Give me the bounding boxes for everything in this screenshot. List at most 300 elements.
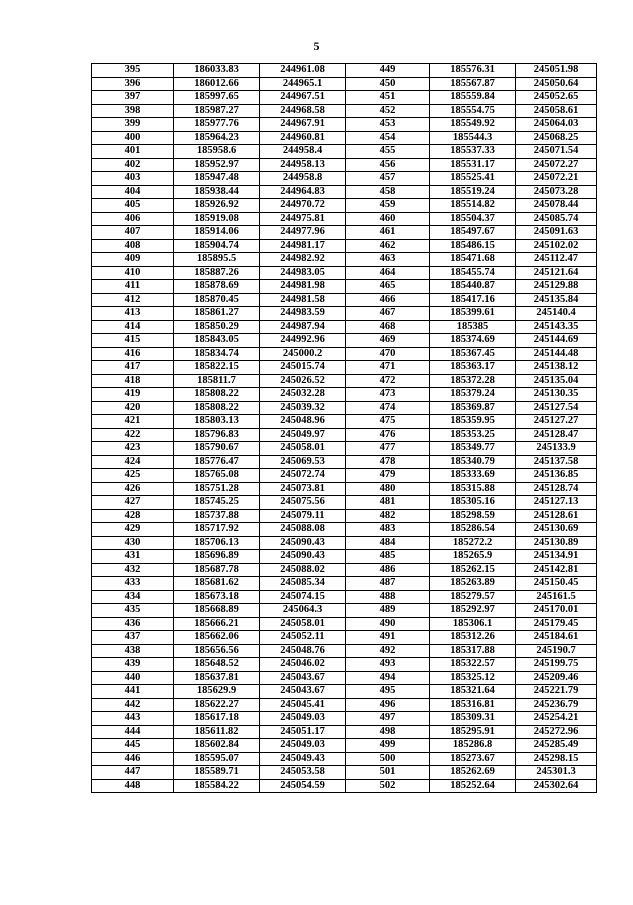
y-coordinate-cell: 244967.51 — [260, 91, 346, 105]
table-row — [92, 104, 597, 118]
x-coordinate-cell: 185584.22 — [174, 779, 260, 793]
table-row — [92, 226, 597, 240]
point-number-cell: 456 — [346, 158, 430, 172]
point-number-cell: 437 — [92, 631, 174, 645]
point-number-cell: 501 — [346, 766, 430, 780]
y-coordinate-cell: 245075.56 — [260, 496, 346, 510]
y-coordinate-cell: 245052.65 — [516, 91, 597, 105]
x-coordinate-cell: 185776.47 — [174, 455, 260, 469]
y-coordinate-cell: 245064.3 — [260, 604, 346, 618]
x-coordinate-cell: 185687.78 — [174, 563, 260, 577]
point-number-cell: 455 — [346, 145, 430, 159]
point-number-cell: 500 — [346, 752, 430, 766]
point-number-cell: 413 — [92, 307, 174, 321]
table-row — [92, 253, 597, 267]
x-coordinate-cell: 185589.71 — [174, 766, 260, 780]
y-coordinate-cell: 245043.67 — [260, 685, 346, 699]
y-coordinate-cell: 245130.35 — [516, 388, 597, 402]
point-number-cell: 479 — [346, 469, 430, 483]
y-coordinate-cell: 244983.05 — [260, 266, 346, 280]
point-number-cell: 491 — [346, 631, 430, 645]
y-coordinate-cell: 245130.69 — [516, 523, 597, 537]
point-number-cell: 439 — [92, 658, 174, 672]
point-number-cell: 450 — [346, 77, 430, 91]
x-coordinate-cell: 185834.74 — [174, 347, 260, 361]
x-coordinate-cell: 185531.17 — [430, 158, 516, 172]
x-coordinate-cell: 185374.69 — [430, 334, 516, 348]
table-row — [92, 64, 597, 78]
y-coordinate-cell: 245221.79 — [516, 685, 597, 699]
point-number-cell: 407 — [92, 226, 174, 240]
x-coordinate-cell: 186012.66 — [174, 77, 260, 91]
x-coordinate-cell: 185309.31 — [430, 712, 516, 726]
y-coordinate-cell: 245048.76 — [260, 644, 346, 658]
y-coordinate-cell: 244981.98 — [260, 280, 346, 294]
table-row — [92, 374, 597, 388]
y-coordinate-cell: 244992.96 — [260, 334, 346, 348]
point-number-cell: 447 — [92, 766, 174, 780]
y-coordinate-cell: 245049.97 — [260, 428, 346, 442]
point-number-cell: 429 — [92, 523, 174, 537]
x-coordinate-cell: 185272.2 — [430, 536, 516, 550]
page-number: 5 — [313, 39, 320, 53]
y-coordinate-cell: 245137.58 — [516, 455, 597, 469]
x-coordinate-cell: 185938.44 — [174, 185, 260, 199]
point-number-cell: 483 — [346, 523, 430, 537]
y-coordinate-cell: 245079.11 — [260, 509, 346, 523]
point-number-cell: 473 — [346, 388, 430, 402]
y-coordinate-cell: 244970.72 — [260, 199, 346, 213]
point-number-cell: 465 — [346, 280, 430, 294]
point-number-cell: 459 — [346, 199, 430, 213]
x-coordinate-cell: 185662.06 — [174, 631, 260, 645]
table-row — [92, 509, 597, 523]
x-coordinate-cell: 185895.5 — [174, 253, 260, 267]
y-coordinate-cell: 245085.34 — [260, 577, 346, 591]
y-coordinate-cell: 245073.28 — [516, 185, 597, 199]
y-coordinate-cell: 244958.13 — [260, 158, 346, 172]
point-number-cell: 474 — [346, 401, 430, 415]
point-number-cell: 428 — [92, 509, 174, 523]
y-coordinate-cell: 245179.45 — [516, 617, 597, 631]
y-coordinate-cell: 245000.2 — [260, 347, 346, 361]
table-row — [92, 617, 597, 631]
table-row — [92, 401, 597, 415]
y-coordinate-cell: 245032.28 — [260, 388, 346, 402]
point-number-cell: 469 — [346, 334, 430, 348]
point-number-cell: 477 — [346, 442, 430, 456]
x-coordinate-cell: 185822.15 — [174, 361, 260, 375]
x-coordinate-cell: 185611.82 — [174, 725, 260, 739]
x-coordinate-cell: 185964.23 — [174, 131, 260, 145]
y-coordinate-cell: 245135.04 — [516, 374, 597, 388]
y-coordinate-cell: 245199.75 — [516, 658, 597, 672]
y-coordinate-cell: 244977.96 — [260, 226, 346, 240]
point-number-cell: 482 — [346, 509, 430, 523]
point-number-cell: 442 — [92, 698, 174, 712]
table-row — [92, 320, 597, 334]
x-coordinate-cell: 185861.27 — [174, 307, 260, 321]
table-row — [92, 266, 597, 280]
y-coordinate-cell: 245058.01 — [260, 617, 346, 631]
y-coordinate-cell: 245015.74 — [260, 361, 346, 375]
y-coordinate-cell: 245301.3 — [516, 766, 597, 780]
table-row — [92, 644, 597, 658]
point-number-cell: 408 — [92, 239, 174, 253]
y-coordinate-cell: 245143.35 — [516, 320, 597, 334]
x-coordinate-cell: 185486.15 — [430, 239, 516, 253]
x-coordinate-cell: 185629.9 — [174, 685, 260, 699]
x-coordinate-cell: 185471.68 — [430, 253, 516, 267]
table-row — [92, 469, 597, 483]
point-number-cell: 425 — [92, 469, 174, 483]
x-coordinate-cell: 185803.13 — [174, 415, 260, 429]
x-coordinate-cell: 185263.89 — [430, 577, 516, 591]
point-number-cell: 458 — [346, 185, 430, 199]
x-coordinate-cell: 185369.87 — [430, 401, 516, 415]
y-coordinate-cell: 245053.58 — [260, 766, 346, 780]
y-coordinate-cell: 245046.02 — [260, 658, 346, 672]
y-coordinate-cell: 245128.47 — [516, 428, 597, 442]
point-number-cell: 421 — [92, 415, 174, 429]
point-number-cell: 423 — [92, 442, 174, 456]
x-coordinate-cell: 185292.97 — [430, 604, 516, 618]
x-coordinate-cell: 185559.84 — [430, 91, 516, 105]
x-coordinate-cell: 185305.16 — [430, 496, 516, 510]
x-coordinate-cell: 185265.9 — [430, 550, 516, 564]
x-coordinate-cell: 185878.69 — [174, 280, 260, 294]
x-coordinate-cell: 185333.69 — [430, 469, 516, 483]
y-coordinate-cell: 245112.47 — [516, 253, 597, 267]
y-coordinate-cell: 244960.81 — [260, 131, 346, 145]
point-number-cell: 449 — [346, 64, 430, 78]
point-number-cell: 398 — [92, 104, 174, 118]
y-coordinate-cell: 245298.15 — [516, 752, 597, 766]
x-coordinate-cell: 186033.83 — [174, 64, 260, 78]
point-number-cell: 424 — [92, 455, 174, 469]
point-number-cell: 463 — [346, 253, 430, 267]
table-row — [92, 752, 597, 766]
coordinates-table — [91, 63, 597, 793]
y-coordinate-cell: 245068.25 — [516, 131, 597, 145]
point-number-cell: 461 — [346, 226, 430, 240]
y-coordinate-cell: 245071.54 — [516, 145, 597, 159]
table-row — [92, 712, 597, 726]
x-coordinate-cell: 185696.89 — [174, 550, 260, 564]
table-row — [92, 725, 597, 739]
table-row — [92, 185, 597, 199]
table-row — [92, 631, 597, 645]
y-coordinate-cell: 245049.03 — [260, 739, 346, 753]
y-coordinate-cell: 245051.98 — [516, 64, 597, 78]
y-coordinate-cell: 244981.58 — [260, 293, 346, 307]
point-number-cell: 460 — [346, 212, 430, 226]
x-coordinate-cell: 185514.82 — [430, 199, 516, 213]
x-coordinate-cell: 185455.74 — [430, 266, 516, 280]
y-coordinate-cell: 245144.48 — [516, 347, 597, 361]
x-coordinate-cell: 185673.18 — [174, 590, 260, 604]
point-number-cell: 499 — [346, 739, 430, 753]
y-coordinate-cell: 245140.4 — [516, 307, 597, 321]
y-coordinate-cell: 244987.94 — [260, 320, 346, 334]
point-number-cell: 418 — [92, 374, 174, 388]
x-coordinate-cell: 185808.22 — [174, 401, 260, 415]
point-number-cell: 440 — [92, 671, 174, 685]
y-coordinate-cell: 245134.91 — [516, 550, 597, 564]
x-coordinate-cell: 185668.89 — [174, 604, 260, 618]
x-coordinate-cell: 185602.84 — [174, 739, 260, 753]
point-number-cell: 476 — [346, 428, 430, 442]
y-coordinate-cell: 244981.17 — [260, 239, 346, 253]
y-coordinate-cell: 245254.21 — [516, 712, 597, 726]
point-number-cell: 409 — [92, 253, 174, 267]
x-coordinate-cell: 185321.64 — [430, 685, 516, 699]
y-coordinate-cell: 245090.43 — [260, 536, 346, 550]
point-number-cell: 497 — [346, 712, 430, 726]
x-coordinate-cell: 185765.08 — [174, 469, 260, 483]
y-coordinate-cell: 245127.13 — [516, 496, 597, 510]
y-coordinate-cell: 244961.08 — [260, 64, 346, 78]
point-number-cell: 468 — [346, 320, 430, 334]
x-coordinate-cell: 185681.62 — [174, 577, 260, 591]
point-number-cell: 496 — [346, 698, 430, 712]
table-row — [92, 334, 597, 348]
y-coordinate-cell: 245190.7 — [516, 644, 597, 658]
point-number-cell: 396 — [92, 77, 174, 91]
table-row — [92, 658, 597, 672]
y-coordinate-cell: 245050.64 — [516, 77, 597, 91]
point-number-cell: 457 — [346, 172, 430, 186]
coordinates-table-body — [92, 64, 597, 793]
x-coordinate-cell: 185315.88 — [430, 482, 516, 496]
y-coordinate-cell: 244958.8 — [260, 172, 346, 186]
y-coordinate-cell: 245128.61 — [516, 509, 597, 523]
y-coordinate-cell: 245285.49 — [516, 739, 597, 753]
y-coordinate-cell: 245045.41 — [260, 698, 346, 712]
point-number-cell: 470 — [346, 347, 430, 361]
x-coordinate-cell: 185519.24 — [430, 185, 516, 199]
x-coordinate-cell: 185666.21 — [174, 617, 260, 631]
y-coordinate-cell: 245102.02 — [516, 239, 597, 253]
y-coordinate-cell: 245072.21 — [516, 172, 597, 186]
y-coordinate-cell: 245209.46 — [516, 671, 597, 685]
table-row — [92, 442, 597, 456]
point-number-cell: 397 — [92, 91, 174, 105]
point-number-cell: 405 — [92, 199, 174, 213]
point-number-cell: 401 — [92, 145, 174, 159]
x-coordinate-cell: 185997.65 — [174, 91, 260, 105]
x-coordinate-cell: 185367.45 — [430, 347, 516, 361]
y-coordinate-cell: 244975.81 — [260, 212, 346, 226]
point-number-cell: 441 — [92, 685, 174, 699]
y-coordinate-cell: 245026.52 — [260, 374, 346, 388]
y-coordinate-cell: 245142.81 — [516, 563, 597, 577]
x-coordinate-cell: 185316.81 — [430, 698, 516, 712]
y-coordinate-cell: 245078.44 — [516, 199, 597, 213]
table-row — [92, 212, 597, 226]
x-coordinate-cell: 185808.22 — [174, 388, 260, 402]
point-number-cell: 395 — [92, 64, 174, 78]
point-number-cell: 403 — [92, 172, 174, 186]
x-coordinate-cell: 185252.64 — [430, 779, 516, 793]
y-coordinate-cell: 245064.03 — [516, 118, 597, 132]
y-coordinate-cell: 245088.08 — [260, 523, 346, 537]
point-number-cell: 453 — [346, 118, 430, 132]
table-row — [92, 131, 597, 145]
y-coordinate-cell: 245184.61 — [516, 631, 597, 645]
table-row — [92, 307, 597, 321]
x-coordinate-cell: 185751.28 — [174, 482, 260, 496]
x-coordinate-cell: 185622.27 — [174, 698, 260, 712]
y-coordinate-cell: 245088.02 — [260, 563, 346, 577]
x-coordinate-cell: 185745.25 — [174, 496, 260, 510]
table-row — [92, 280, 597, 294]
x-coordinate-cell: 185850.29 — [174, 320, 260, 334]
point-number-cell: 487 — [346, 577, 430, 591]
table-row — [92, 172, 597, 186]
x-coordinate-cell: 185279.57 — [430, 590, 516, 604]
y-coordinate-cell: 245072.27 — [516, 158, 597, 172]
point-number-cell: 420 — [92, 401, 174, 415]
point-number-cell: 451 — [346, 91, 430, 105]
x-coordinate-cell: 185363.17 — [430, 361, 516, 375]
x-coordinate-cell: 185298.59 — [430, 509, 516, 523]
x-coordinate-cell: 185549.92 — [430, 118, 516, 132]
point-number-cell: 489 — [346, 604, 430, 618]
point-number-cell: 426 — [92, 482, 174, 496]
point-number-cell: 417 — [92, 361, 174, 375]
point-number-cell: 466 — [346, 293, 430, 307]
point-number-cell: 472 — [346, 374, 430, 388]
x-coordinate-cell: 185958.6 — [174, 145, 260, 159]
y-coordinate-cell: 245049.03 — [260, 712, 346, 726]
y-coordinate-cell: 245039.32 — [260, 401, 346, 415]
y-coordinate-cell: 245091.63 — [516, 226, 597, 240]
table-row — [92, 523, 597, 537]
y-coordinate-cell: 244964.83 — [260, 185, 346, 199]
point-number-cell: 434 — [92, 590, 174, 604]
x-coordinate-cell: 185977.76 — [174, 118, 260, 132]
point-number-cell: 486 — [346, 563, 430, 577]
y-coordinate-cell: 245127.54 — [516, 401, 597, 415]
point-number-cell: 475 — [346, 415, 430, 429]
x-coordinate-cell: 185262.69 — [430, 766, 516, 780]
y-coordinate-cell: 245049.43 — [260, 752, 346, 766]
table-row — [92, 91, 597, 105]
y-coordinate-cell: 245085.74 — [516, 212, 597, 226]
point-number-cell: 412 — [92, 293, 174, 307]
point-number-cell: 431 — [92, 550, 174, 564]
x-coordinate-cell: 185567.87 — [430, 77, 516, 91]
x-coordinate-cell: 185262.15 — [430, 563, 516, 577]
point-number-cell: 462 — [346, 239, 430, 253]
x-coordinate-cell: 185843.05 — [174, 334, 260, 348]
point-number-cell: 502 — [346, 779, 430, 793]
y-coordinate-cell: 245069.53 — [260, 455, 346, 469]
x-coordinate-cell: 185576.31 — [430, 64, 516, 78]
x-coordinate-cell: 185340.79 — [430, 455, 516, 469]
point-number-cell: 446 — [92, 752, 174, 766]
x-coordinate-cell: 185399.61 — [430, 307, 516, 321]
point-number-cell: 427 — [92, 496, 174, 510]
x-coordinate-cell: 185372.28 — [430, 374, 516, 388]
x-coordinate-cell: 185717.92 — [174, 523, 260, 537]
point-number-cell: 411 — [92, 280, 174, 294]
y-coordinate-cell: 245052.11 — [260, 631, 346, 645]
x-coordinate-cell: 185322.57 — [430, 658, 516, 672]
x-coordinate-cell: 185317.88 — [430, 644, 516, 658]
point-number-cell: 416 — [92, 347, 174, 361]
y-coordinate-cell: 245236.79 — [516, 698, 597, 712]
x-coordinate-cell: 185417.16 — [430, 293, 516, 307]
point-number-cell: 445 — [92, 739, 174, 753]
x-coordinate-cell: 185312.26 — [430, 631, 516, 645]
y-coordinate-cell: 244958.4 — [260, 145, 346, 159]
x-coordinate-cell: 185648.52 — [174, 658, 260, 672]
y-coordinate-cell: 245074.15 — [260, 590, 346, 604]
y-coordinate-cell: 245272.96 — [516, 725, 597, 739]
point-number-cell: 454 — [346, 131, 430, 145]
x-coordinate-cell: 185637.81 — [174, 671, 260, 685]
table-row — [92, 482, 597, 496]
point-number-cell: 464 — [346, 266, 430, 280]
x-coordinate-cell: 185273.67 — [430, 752, 516, 766]
point-number-cell: 493 — [346, 658, 430, 672]
point-number-cell: 495 — [346, 685, 430, 699]
point-number-cell: 436 — [92, 617, 174, 631]
x-coordinate-cell: 185914.06 — [174, 226, 260, 240]
point-number-cell: 433 — [92, 577, 174, 591]
point-number-cell: 419 — [92, 388, 174, 402]
y-coordinate-cell: 245170.01 — [516, 604, 597, 618]
y-coordinate-cell: 245150.45 — [516, 577, 597, 591]
table-row — [92, 536, 597, 550]
y-coordinate-cell: 244967.91 — [260, 118, 346, 132]
table-row — [92, 496, 597, 510]
table-row — [92, 455, 597, 469]
point-number-cell: 415 — [92, 334, 174, 348]
x-coordinate-cell: 185796.83 — [174, 428, 260, 442]
table-row — [92, 563, 597, 577]
y-coordinate-cell: 245127.27 — [516, 415, 597, 429]
table-row — [92, 604, 597, 618]
table-row — [92, 77, 597, 91]
point-number-cell: 492 — [346, 644, 430, 658]
y-coordinate-cell: 245136.85 — [516, 469, 597, 483]
table-row — [92, 293, 597, 307]
y-coordinate-cell: 245058.61 — [516, 104, 597, 118]
x-coordinate-cell: 185926.92 — [174, 199, 260, 213]
y-coordinate-cell: 245121.64 — [516, 266, 597, 280]
point-number-cell: 414 — [92, 320, 174, 334]
point-number-cell: 485 — [346, 550, 430, 564]
point-number-cell: 480 — [346, 482, 430, 496]
y-coordinate-cell: 245144.69 — [516, 334, 597, 348]
x-coordinate-cell: 185919.08 — [174, 212, 260, 226]
x-coordinate-cell: 185811.7 — [174, 374, 260, 388]
y-coordinate-cell: 245058.01 — [260, 442, 346, 456]
point-number-cell: 438 — [92, 644, 174, 658]
table-row — [92, 347, 597, 361]
table-row — [92, 577, 597, 591]
point-number-cell: 484 — [346, 536, 430, 550]
y-coordinate-cell: 245051.17 — [260, 725, 346, 739]
point-number-cell: 399 — [92, 118, 174, 132]
point-number-cell: 422 — [92, 428, 174, 442]
y-coordinate-cell: 245048.96 — [260, 415, 346, 429]
y-coordinate-cell: 244982.92 — [260, 253, 346, 267]
y-coordinate-cell: 245129.88 — [516, 280, 597, 294]
